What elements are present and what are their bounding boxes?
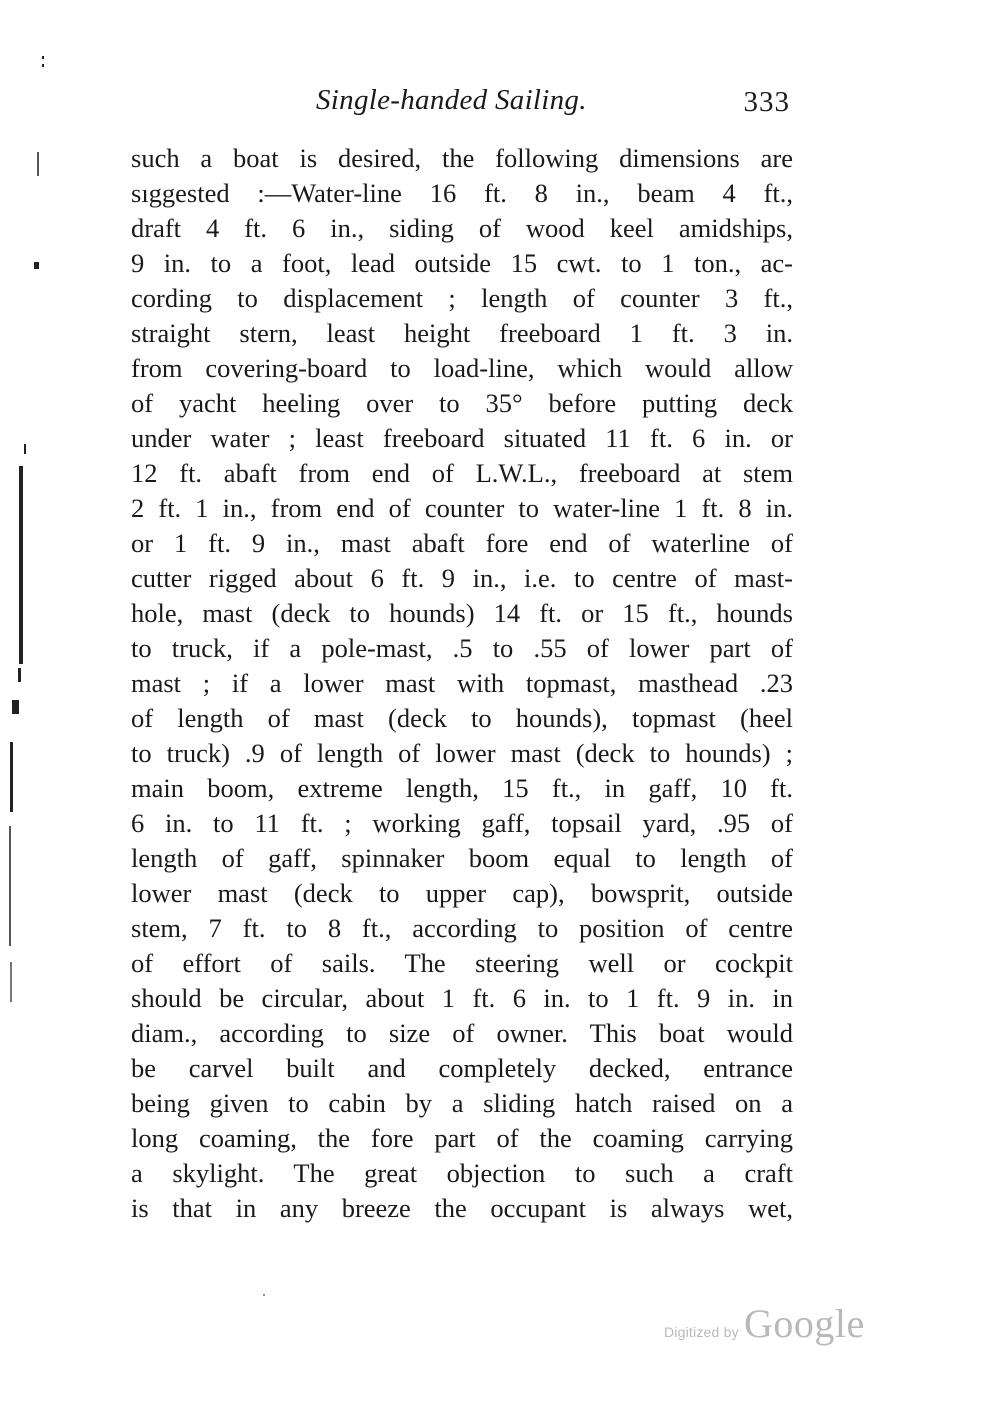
scan-mark bbox=[42, 64, 44, 67]
text-line: stem, 7 ft. to 8 ft., according to position of centre bbox=[131, 913, 793, 943]
text-line: to truck) .9 of length of lower mast (deck to hounds) ; bbox=[131, 738, 793, 768]
scan-mark bbox=[34, 262, 39, 269]
text-line: such a boat is desired, the following dimensions are bbox=[131, 143, 793, 173]
text-line: or 1 ft. 9 in., mast abaft fore end of waterline of bbox=[131, 528, 793, 558]
text-line: 9 in. to a foot, lead outside 15 cwt. to 1 ton., ac- bbox=[131, 248, 793, 278]
running-title: Single-handed Sailing. bbox=[316, 84, 587, 116]
text-line: 12 ft. abaft from end of L.W.L., freeboard at stem bbox=[131, 458, 793, 488]
scan-mark bbox=[18, 668, 21, 682]
text-line: main boom, extreme length, 15 ft., in gaff, 10 ft. bbox=[131, 773, 793, 803]
running-head bbox=[130, 84, 792, 124]
text-line: lower mast (deck to upper cap), bowsprit, outside bbox=[131, 878, 793, 908]
page-number: 333 bbox=[743, 86, 790, 118]
body-text bbox=[131, 141, 793, 1226]
scan-mark bbox=[10, 962, 12, 1002]
text-line: hole, mast (deck to hounds) 14 ft. or 15 ft., hounds bbox=[131, 598, 793, 628]
text-line: long coaming, the fore part of the coaming carrying bbox=[131, 1123, 793, 1153]
scan-mark bbox=[37, 152, 39, 176]
text-line: of effort of sails. The steering well or cockpit bbox=[131, 948, 793, 978]
scan-mark bbox=[19, 466, 23, 664]
scan-margin-marks bbox=[0, 0, 60, 1413]
text-line: length of gaff, spinnaker boom equal to length of bbox=[131, 843, 793, 873]
watermark-prefix: Digitized by bbox=[664, 1324, 739, 1340]
text-line: a skylight. The great objection to such a craft bbox=[131, 1158, 793, 1188]
scan-mark bbox=[12, 700, 19, 714]
scan-speck bbox=[263, 1294, 265, 1296]
text-line: of length of mast (deck to hounds), topmast (heel bbox=[131, 703, 793, 733]
text-line: to truck, if a pole-mast, .5 to .55 of lower part of bbox=[131, 633, 793, 663]
text-line: cutter rigged about 6 ft. 9 in., i.e. to centre of mast- bbox=[131, 563, 793, 593]
text-line: of yacht heeling over to 35° before putting deck bbox=[131, 388, 793, 418]
digitized-watermark bbox=[664, 1300, 874, 1350]
scan-mark bbox=[42, 56, 44, 59]
text-line: 6 in. to 11 ft. ; working gaff, topsail yard, .95 of bbox=[131, 808, 793, 838]
google-logo: Google bbox=[744, 1301, 865, 1346]
text-line: is that in any breeze the occupant is always wet, bbox=[131, 1193, 793, 1223]
text-line: should be circular, about 1 ft. 6 in. to 1 ft. 9 in. in bbox=[131, 983, 793, 1013]
scan-mark bbox=[9, 826, 11, 946]
text-line: 2 ft. 1 in., from end of counter to water-line 1 ft. 8 in. bbox=[131, 493, 793, 523]
text-line: mast ; if a lower mast with topmast, masthead .23 bbox=[131, 668, 793, 698]
text-line: being given to cabin by a sliding hatch raised on a bbox=[131, 1088, 793, 1118]
text-line: from covering-board to load-line, which would allow bbox=[131, 353, 793, 383]
text-line: draft 4 ft. 6 in., siding of wood keel amidships, bbox=[131, 213, 793, 243]
text-line: diam., according to size of owner. This boat would bbox=[131, 1018, 793, 1048]
text-line: cording to displacement ; length of counter 3 ft., bbox=[131, 283, 793, 313]
scan-mark bbox=[10, 742, 13, 812]
text-line: under water ; least freeboard situated 11 ft. 6 in. or bbox=[131, 423, 793, 453]
text-line: be carvel built and completely decked, entrance bbox=[131, 1053, 793, 1083]
text-line: sıggested :—Water-line 16 ft. 8 in., beam 4 ft., bbox=[131, 178, 793, 208]
text-line: straight stern, least height freeboard 1 ft. 3 in. bbox=[131, 318, 793, 348]
scan-mark bbox=[24, 444, 26, 454]
